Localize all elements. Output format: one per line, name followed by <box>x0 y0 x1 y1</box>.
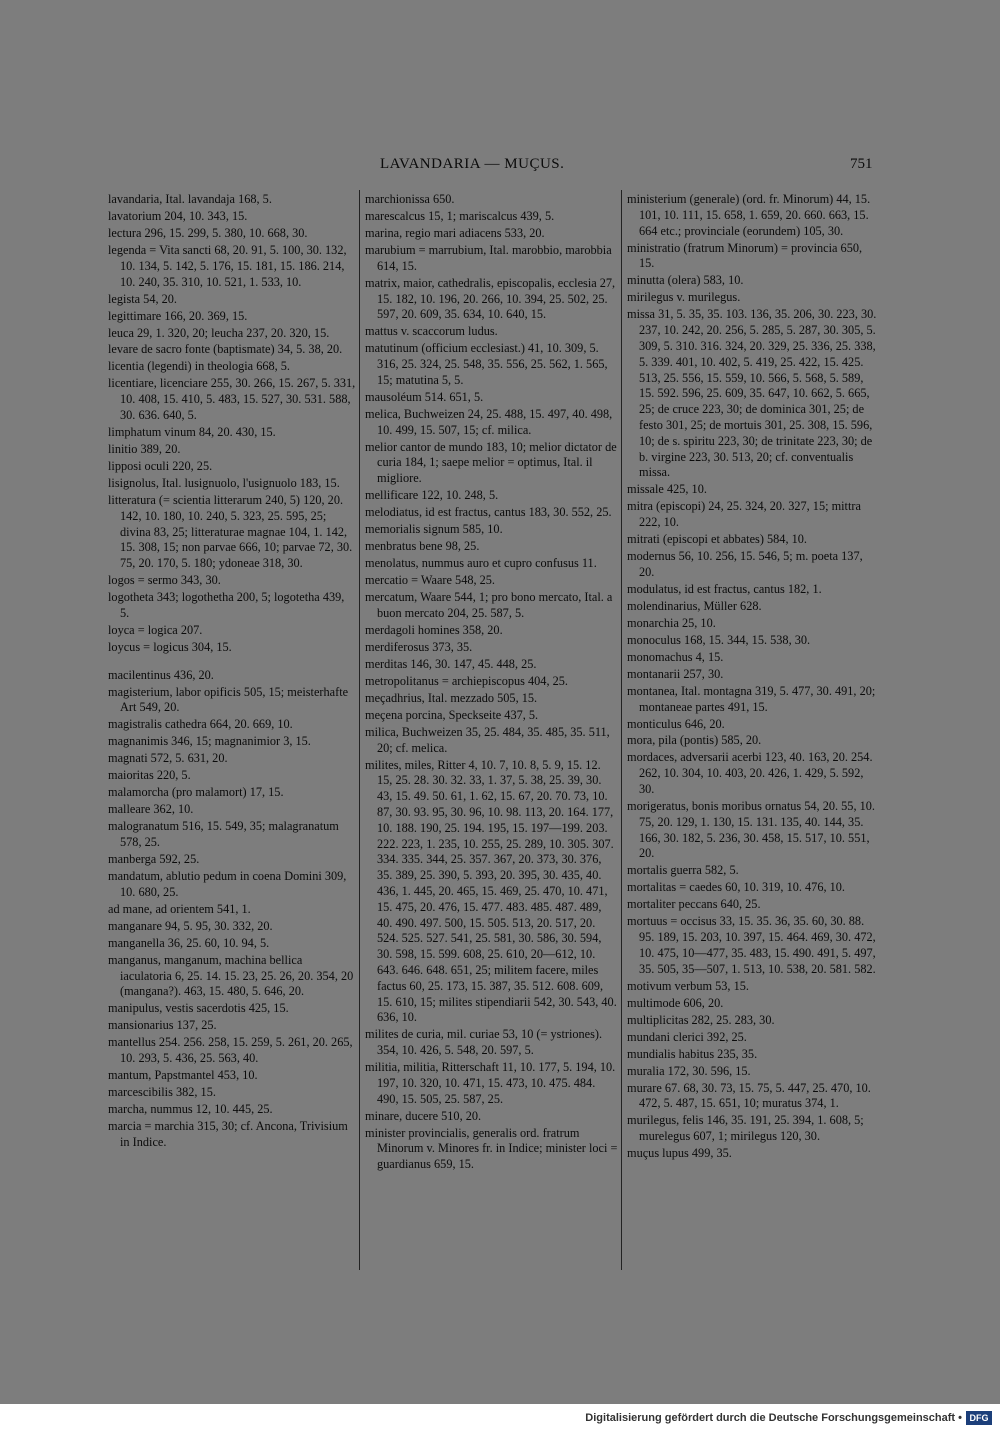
index-entry: monticulus 646, 20. <box>627 716 725 731</box>
index-column-3 <box>627 192 879 1163</box>
index-entry: murare 67. 68, 30. 73, 15. 75, 5. 447, 25. 470, 10. 472, 5. 487, 15. 651, 10; muratus 374, 1. <box>627 1080 871 1111</box>
index-entry: monarchia 25, 10. <box>627 615 716 630</box>
index-entry: mortuus = occisus 33, 15. 35. 36, 35. 60, 30. 88. 95. 189, 15. 203, 10. 397, 15. 464. 469, 30. 472, 10. 475, 10—477, 35. 483, 15. 490. 491, 5. 497, 35. 505, 35—507, 1. 513, 10. 538, 20. 581. 582. <box>627 914 876 976</box>
index-entry: metropolitanus = archiepiscopus 404, 25. <box>365 673 568 688</box>
index-entry: muçus lupus 499, 35. <box>627 1146 732 1161</box>
column-divider <box>359 190 360 1270</box>
index-entry: mirilegus v. murilegus. <box>627 290 741 305</box>
index-entry: montanea, Ital. montagna 319, 5. 477, 30. 491, 20; montaneae partes 491, 15. <box>627 683 876 714</box>
index-entry: manipulus, vestis sacerdotis 425, 15. <box>108 1001 289 1016</box>
index-entry: marchionissa 650. <box>365 192 455 206</box>
index-entry: mantum, Papstmantel 453, 10. <box>108 1068 258 1083</box>
index-entry: missale 425, 10. <box>627 482 707 497</box>
index-entry: mercatum, Waare 544, 1; pro bono mercato, Ital. a buon mercato 204, 25. 587, 5. <box>365 590 613 620</box>
index-entry: legittimare 166, 20. 369, 15. <box>108 308 248 323</box>
index-entry: merdagoli homines 358, 20. <box>365 622 503 637</box>
index-column-2 <box>365 192 618 1174</box>
index-entry: modernus 56, 10. 256, 15. 546, 5; m. poeta 137, 20. <box>627 549 863 579</box>
index-column-1 <box>108 192 356 1152</box>
index-entry: ministratio (fratrum Minorum) = provincia 650, 15. <box>627 240 863 271</box>
index-entry: militia, militia, Ritterschaft 11, 10. 177, 5. 194, 10. 197, 10. 320, 10. 471, 15. 473, 10. 475. 484. 490, 15. 505, 25. 587, 25. <box>365 1060 616 1106</box>
index-entry: manberga 592, 25. <box>108 852 200 867</box>
index-entry: monoculus 168, 15. 344, 15. 538, 30. <box>627 632 811 647</box>
index-entry: meçadhrius, Ital. mezzado 505, 15. <box>365 690 538 705</box>
index-entry: minutta (olera) 583, 10. <box>627 273 744 288</box>
index-entry: memorialis signum 585, 10. <box>365 522 503 537</box>
index-entry: melodiatus, id est fractus, cantus 183, 30. 552, 25. <box>365 505 612 520</box>
index-entry: modulatus, id est fractus, cantus 182, 1. <box>627 581 822 596</box>
index-entry: mitra (episcopi) 24, 25. 324, 20. 327, 15; mittra 222, 10. <box>627 499 861 530</box>
index-entry: manganare 94, 5. 95, 30. 332, 20. <box>108 918 273 933</box>
index-entry: matrix, maior, cathedralis, episcopalis, ecclesia 27, 15. 182, 10. 196, 20. 266, 10. 394, 25. 502, 25. 597, 20. 609, 35. 634, 10. 640, 15. <box>365 275 616 322</box>
index-entry: mortalis guerra 582, 5. <box>627 863 739 878</box>
index-entry: maioritas 220, 5. <box>108 768 191 783</box>
index-entry: ad mane, ad orientem 541, 1. <box>108 901 251 916</box>
index-entry: melica, Buchweizen 24, 25. 488, 15. 497, 40. 498, 10. 499, 15. 507, 15; cf. milica. <box>365 406 613 437</box>
index-entry: lipposi oculi 220, 25. <box>108 459 213 473</box>
index-entry: milica, Buchweizen 35, 25. 484, 35. 485, 35. 511, 20; cf. melica. <box>365 724 610 755</box>
index-entry: marcha, nummus 12, 10. 445, 25. <box>108 1102 273 1117</box>
running-head: LAVANDARIA — MUÇUS. <box>380 156 565 172</box>
index-entry: manganella 36, 25. 60, 10. 94, 5. <box>108 935 270 950</box>
index-entry: monomachus 4, 15. <box>627 649 724 664</box>
footer-credit: Digitalisierung gefördert durch die Deutsche Forschungsgemeinschaft • <box>585 1412 962 1424</box>
index-entry: minister provincialis, generalis ord. fratrum Minorum v. Minores fr. in Indice; minister loci = guardianus 659, 15. <box>365 1125 618 1172</box>
index-entry: mordaces, adversarii acerbi 123, 40. 163, 20. 254. 262, 10. 304, 10. 403, 20. 426, 1. 429, 5. 592, 30. <box>627 750 873 797</box>
index-entry: motivum verbum 53, 15. <box>627 978 749 993</box>
digitization-footer <box>0 1404 1000 1434</box>
index-entry: logotheta 343; logothetha 200, 5; logotetha 439, 5. <box>108 590 345 620</box>
index-entry: mantellus 254. 256. 258, 15. 259, 5. 261, 20. 265, 10. 293, 5. 436, 25. 563, 40. <box>108 1035 353 1066</box>
index-entry: ministerium (generale) (ord. fr. Minorum) 44, 15. 101, 10. 111, 15. 658, 1. 659, 20. 660. 663, 15. 664 etc.; provinciale (eorundem) 105, 30. <box>627 192 871 238</box>
index-entry: leuca 29, 1. 320, 20; leucha 237, 20. 320, 15. <box>108 325 330 340</box>
index-entry: merdiferosus 373, 35. <box>365 639 473 654</box>
index-entry: macilentinus 436, 20. <box>108 667 214 682</box>
index-entry: linitio 389, 20. <box>108 442 181 457</box>
index-entry: mellificare 122, 10. 248, 5. <box>365 488 499 503</box>
index-entry: marubium = marrubium, Ital. marobbio, marobbia 614, 15. <box>365 242 612 273</box>
index-entry: malogranatum 516, 15. 549, 35; malagranatum 578, 25. <box>108 819 339 850</box>
index-entry: minare, ducere 510, 20. <box>365 1108 482 1123</box>
index-entry: molendinarius, Müller 628. <box>627 598 762 613</box>
index-entry: multimode 606, 20. <box>627 995 724 1010</box>
index-entry: marescalcus 15, 1; mariscalcus 439, 5. <box>365 208 555 223</box>
index-entry: limphatum vinum 84, 20. 430, 15. <box>108 425 276 440</box>
index-entry: morigeratus, bonis moribus ornatus 54, 20. 55, 10. 75, 20. 129, 1. 130, 15. 131. 135, 40. 144, 35. 166, 30. 182, 5. 236, 30. 458, 15. 517, 10. 551, 20. <box>627 799 875 861</box>
index-entry: melior cantor de mundo 183, 10; melior dictator de curia 184, 1; saepe melior = optimus, Ital. il migliore. <box>365 439 617 486</box>
index-entry: magnanimis 346, 15; magnanimior 3, 15. <box>108 734 311 749</box>
index-entry: loycus = logicus 304, 15. <box>108 639 232 654</box>
index-entry: multiplicitas 282, 25. 283, 30. <box>627 1012 775 1027</box>
index-entry: meçena porcina, Speckseite 437, 5. <box>365 707 539 722</box>
index-entry: mandatum, ablutio pedum in coena Domini 309, 10. 680, 25. <box>108 869 347 899</box>
index-entry: licentia (legendi) in theologia 668, 5. <box>108 359 291 374</box>
index-entry: menbratus bene 98, 25. <box>365 539 480 554</box>
page-number: 751 <box>850 156 873 172</box>
index-entry: mattus v. scaccorum ludus. <box>365 324 498 339</box>
column-divider <box>621 190 622 1270</box>
index-entry: lectura 296, 15. 299, 5. 380, 10. 668, 30. <box>108 225 308 240</box>
index-entry: mansionarius 137, 25. <box>108 1018 217 1033</box>
index-entry: logos = sermo 343, 30. <box>108 573 221 588</box>
index-entry: malamorcha (pro malamort) 17, 15. <box>108 785 284 800</box>
index-entry: malleare 362, 10. <box>108 802 194 817</box>
index-entry: legenda = Vita sancti 68, 20. 91, 5. 100, 30. 132, 10. 134, 5. 142, 5. 176, 15. 181, 15. 186. 214, 10. 240, 35. 310, 10. 521, 1. 533, 10. <box>108 242 347 289</box>
index-entry: licentiare, licenciare 255, 30. 266, 15. 267, 5. 331, 10. 408, 15. 410, 5. 483, 15. 527, 30. 531. 588, 30. 636. 640, 5. <box>108 376 356 423</box>
index-entry: mortaliter peccans 640, 25. <box>627 897 761 912</box>
index-entry: levare de sacro fonte (baptismate) 34, 5. 38, 20. <box>108 342 343 357</box>
index-entry: magisterium, labor opificis 505, 15; meisterhafte Art 549, 20. <box>108 684 349 715</box>
index-entry: marcia = marchia 315, 30; cf. Ancona, Trivisium in Indice. <box>108 1119 348 1149</box>
index-entry: murilegus, felis 146, 35. 191, 25. 394, 1. 608, 5; murelegus 607, 1; mirilegus 120, 30. <box>627 1113 864 1144</box>
index-entry: lisignolus, Ital. lusignuolo, l'usignuolo 183, 15. <box>108 475 340 490</box>
index-entry: montanarii 257, 30. <box>627 666 724 681</box>
index-entry: legista 54, 20. <box>108 291 177 306</box>
index-entry: marcescibilis 382, 15. <box>108 1085 216 1100</box>
index-entry: matutinum (officium ecclesiast.) 41, 10. 309, 5. 316, 25. 324, 25. 548, 35. 556, 25. 562, 1. 565, 15; matutina 5, 5. <box>365 341 608 387</box>
index-entry: mortalitas = caedes 60, 10. 319, 10. 476, 10. <box>627 880 845 895</box>
dfg-logo: DFG <box>966 1411 992 1425</box>
index-entry: magistralis cathedra 664, 20. 669, 10. <box>108 717 293 732</box>
index-entry: mercatio = Waare 548, 25. <box>365 573 496 588</box>
index-entry: lavandaria, Ital. lavandaja 168, 5. <box>108 192 272 206</box>
index-entry: missa 31, 5. 35, 35. 103. 136, 35. 206, 30. 223, 30. 237, 10. 242, 20. 256, 5. 285, 5. 287, 30. 305, 5. 309, 5. 310. 316. 324, 20. 329, 25. 336, 25. 338, 5. 339. 401, 10. 402, 5. 419, 25. 422, 15. 425. 513, 25. 556, 15. 559, 10. 566, 5. 568, 5. 589, 15. 592. 596, 25. 609, 35. 647, 10. 662, 5. 665, 25; de cruce 223, 30; de dominica 301, 25; de festo 301, 25; de mortuis 301, 25. 308, 15. 596, 10; de s. spiritu 223, 30; de trinitate 223, 30; de b. virgine 223, 30. 513, 20; cf. conventualis missa. <box>627 307 877 480</box>
index-entry: milites, miles, Ritter 4, 10. 7, 10. 8, 5. 9, 15. 12. 15, 25. 28. 30. 32. 33, 1. 37, 5. 38, 25. 39, 30. 43, 15. 49. 50. 61, 1. 62, 15. 67, 20. 70. 73, 10. 87, 30. 93. 95, 30. 96, 10. 98. 113, 20. 164. 177, 10. 188. 190, 25. 194. 195, 15. 197—199. 203. 222. 223, 1. 235, 10. 255, 25. 289, 10. 305. 307. 334. 335. 344, 25. 357. 367, 20. 373, 30. 376, 35. 389, 25. 390, 5. 393, 20. 395, 30. 435, 40. 436, 1. 445, 20. 465, 15. 469, 25. 470, 10. 471, 15. 475, 20. 476, 15. 477. 483. 485. 487. 489, 40. 490. 497. 500, 15. 505. 513, 20. 517, 20. 524. 525. 527. 541, 25. 581, 30. 586, 30. 594, 30. 598, 15. 599. 608, 25. 610, 20—612, 10. 643. 646. 648. 651, 25; militem facere, miles factus 60, 25. 173, 15. 387, 35. 512. 608. 609, 15. 610, 15; milites stipendiarii 542, 30. 543, 40. 636, 10. <box>365 757 617 1025</box>
index-entry: magnati 572, 5. 631, 20. <box>108 751 228 766</box>
index-entry: litteratura (= scientia litterarum 240, 5) 120, 20. 142, 10. 180, 10. 240, 5. 323, 25. 595, 25; divina 83, 25; litteraturae magnae 104, 1. 142, 15. 308, 15; non parvae 666, 10; parvae 72, 30. 75, 20. 170, 5. 180; ydoneae 318, 30. <box>108 492 353 571</box>
index-entry: loyca = logica 207. <box>108 622 203 637</box>
index-entry: muralia 172, 30. 596, 15. <box>627 1063 751 1078</box>
index-entry: mausoléum 514. 651, 5. <box>365 389 484 404</box>
index-entry: mitrati (episcopi et abbates) 584, 10. <box>627 532 807 547</box>
index-entry: milites de curia, mil. curiae 53, 10 (= ystriones). 354, 10. 426, 5. 548, 20. 597, 5. <box>365 1027 603 1058</box>
index-entry: marina, regio mari adiacens 533, 20. <box>365 225 545 240</box>
index-entry: mundialis habitus 235, 35. <box>627 1046 758 1061</box>
index-entry: mundani clerici 392, 25. <box>627 1029 747 1044</box>
index-entry: merditas 146, 30. 147, 45. 448, 25. <box>365 656 537 671</box>
index-entry: mora, pila (pontis) 585, 20. <box>627 733 762 748</box>
index-entry: lavatorium 204, 10. 343, 15. <box>108 208 248 223</box>
page-header <box>0 156 1000 178</box>
index-entry: manganus, manganum, machina bellica iaculatoria 6, 25. 14. 15. 23, 25. 26, 20. 354, 20 (mangana?). 463, 15. 480, 5. 646, 20. <box>108 952 354 999</box>
index-entry: menolatus, nummus auro et cupro confusus 11. <box>365 556 597 571</box>
